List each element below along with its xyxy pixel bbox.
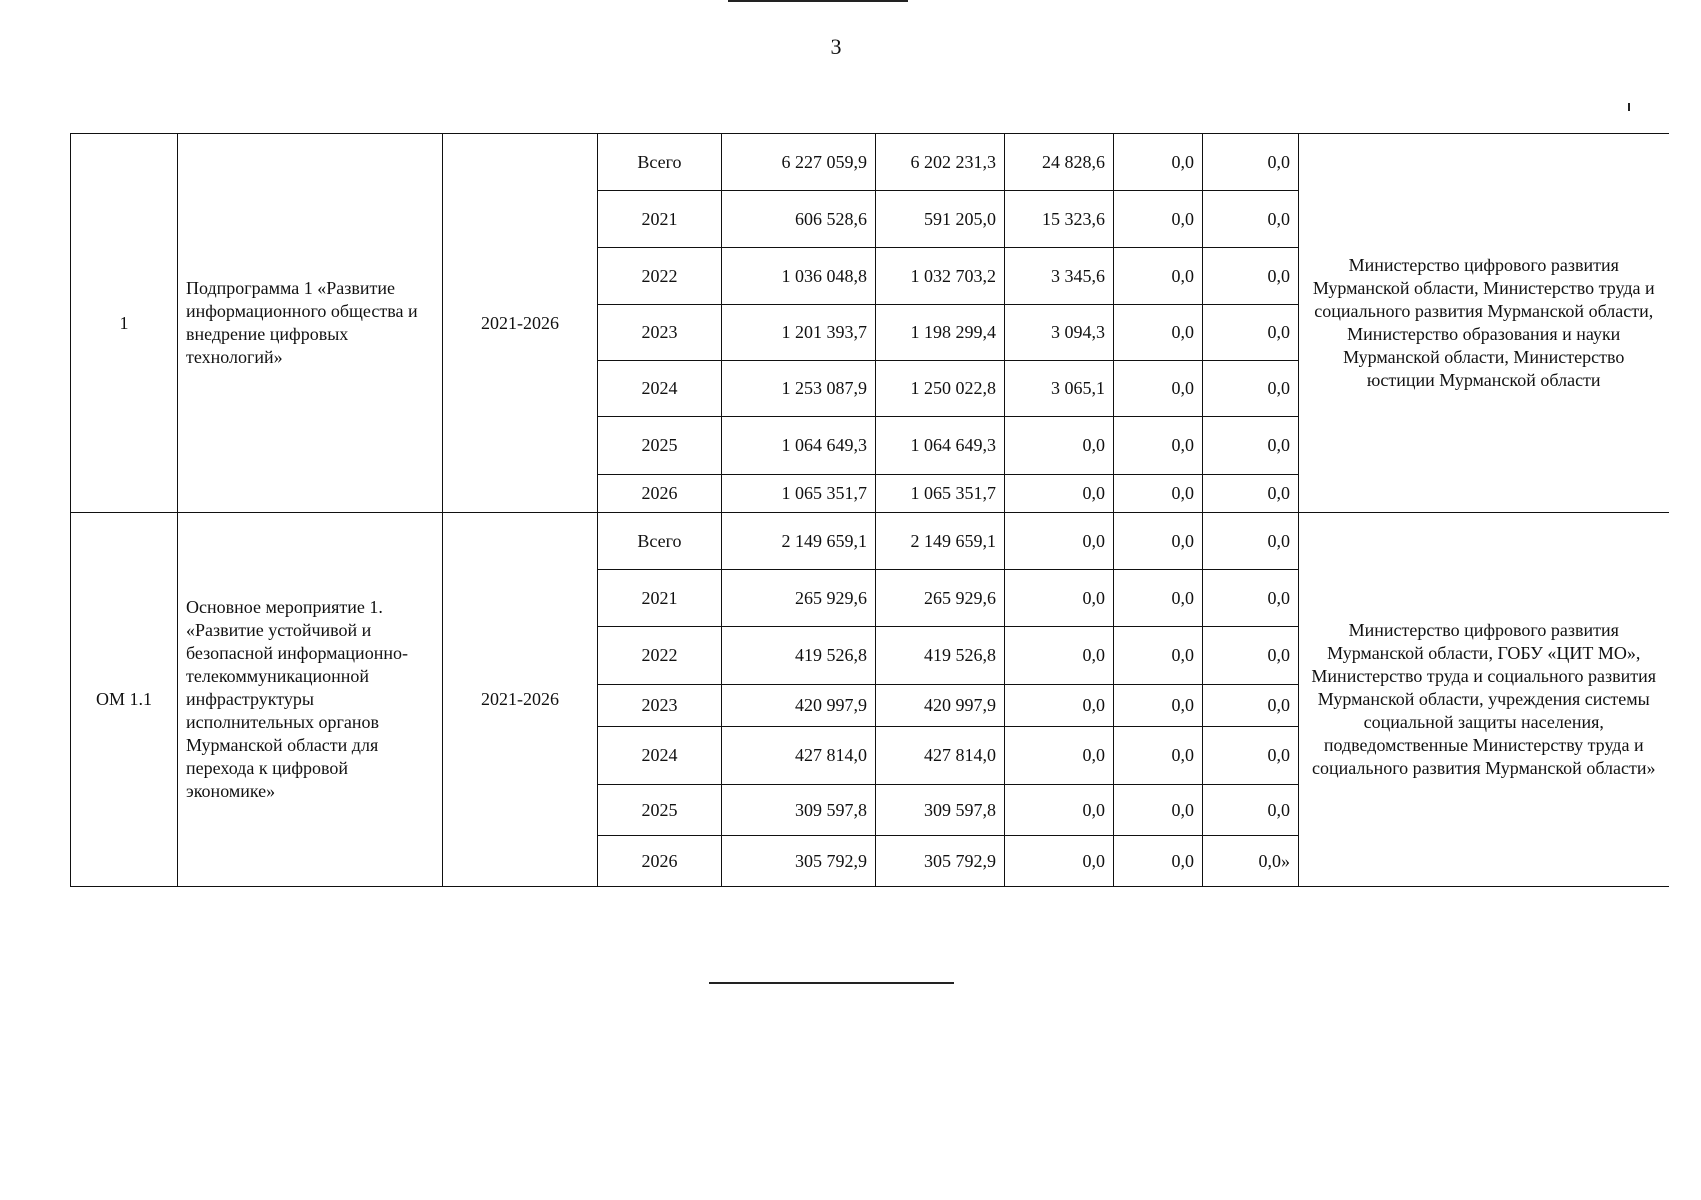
row-executor: Министерство цифрового развития Мурманской области, ГОБУ «ЦИТ МО», Министерство труда и социального развития Мурманской области, учреждения системы социальной защиты населения, подведомственные Министерству труда и социального развития Мурманской области» [1299, 513, 1669, 887]
year-cell: 2024 [598, 727, 722, 785]
federal-budget-cell: 0,0 [1005, 727, 1114, 785]
year-cell: 2025 [598, 785, 722, 836]
federal-budget-cell: 24 828,6 [1005, 134, 1114, 191]
federal-budget-cell: 3 094,3 [1005, 305, 1114, 361]
federal-budget-cell: 15 323,6 [1005, 191, 1114, 248]
other-sources-cell: 0,0 [1203, 361, 1299, 417]
regional-budget-cell: 1 032 703,2 [876, 248, 1005, 305]
table-row [71, 513, 1669, 570]
local-budget-cell: 0,0 [1114, 727, 1203, 785]
total-cell: 1 253 087,9 [722, 361, 876, 417]
other-sources-cell: 0,0 [1203, 685, 1299, 727]
table-body [71, 134, 1669, 887]
year-cell: Всего [598, 513, 722, 570]
margin-mark [1628, 103, 1630, 111]
regional-budget-cell: 1 198 299,4 [876, 305, 1005, 361]
total-cell: 265 929,6 [722, 570, 876, 627]
page-number: 3 [830, 34, 842, 59]
year-cell: 2023 [598, 305, 722, 361]
local-budget-cell: 0,0 [1114, 305, 1203, 361]
year-cell: 2021 [598, 191, 722, 248]
federal-budget-cell: 0,0 [1005, 836, 1114, 887]
regional-budget-cell: 420 997,9 [876, 685, 1005, 727]
total-cell: 427 814,0 [722, 727, 876, 785]
year-cell: 2024 [598, 361, 722, 417]
total-cell: 1 064 649,3 [722, 417, 876, 475]
local-budget-cell: 0,0 [1114, 685, 1203, 727]
table-row [71, 134, 1669, 191]
row-code: 1 [71, 134, 178, 513]
federal-budget-cell: 0,0 [1005, 513, 1114, 570]
other-sources-cell: 0,0 [1203, 191, 1299, 248]
total-cell: 419 526,8 [722, 627, 876, 685]
regional-budget-cell: 1 065 351,7 [876, 475, 1005, 513]
other-sources-cell: 0,0 [1203, 134, 1299, 191]
federal-budget-cell: 3 065,1 [1005, 361, 1114, 417]
year-cell: 2021 [598, 570, 722, 627]
regional-budget-cell: 2 149 659,1 [876, 513, 1005, 570]
total-cell: 420 997,9 [722, 685, 876, 727]
other-sources-cell: 0,0» [1203, 836, 1299, 887]
regional-budget-cell: 305 792,9 [876, 836, 1005, 887]
other-sources-cell: 0,0 [1203, 305, 1299, 361]
other-sources-cell: 0,0 [1203, 627, 1299, 685]
federal-budget-cell: 3 345,6 [1005, 248, 1114, 305]
local-budget-cell: 0,0 [1114, 570, 1203, 627]
other-sources-cell: 0,0 [1203, 570, 1299, 627]
regional-budget-cell: 427 814,0 [876, 727, 1005, 785]
closing-rule [709, 982, 954, 984]
local-budget-cell: 0,0 [1114, 627, 1203, 685]
row-name: Основное мероприятие 1. «Развитие устойчивой и безопасной информационно-телекоммуникационной инфраструктуры исполнительных органов Мурманской области для перехода к цифровой экономике» [178, 513, 443, 887]
year-cell: 2022 [598, 248, 722, 305]
local-budget-cell: 0,0 [1114, 836, 1203, 887]
total-cell: 2 149 659,1 [722, 513, 876, 570]
other-sources-cell: 0,0 [1203, 513, 1299, 570]
other-sources-cell: 0,0 [1203, 248, 1299, 305]
row-executor: Министерство цифрового развития Мурманской области, Министерство труда и социального развития Мурманской области, Министерство образования и науки Мурманской области, Министерство юстиции Мурманской области [1299, 134, 1669, 513]
regional-budget-cell: 591 205,0 [876, 191, 1005, 248]
regional-budget-cell: 419 526,8 [876, 627, 1005, 685]
year-cell: 2026 [598, 475, 722, 513]
total-cell: 1 065 351,7 [722, 475, 876, 513]
local-budget-cell: 0,0 [1114, 248, 1203, 305]
total-cell: 305 792,9 [722, 836, 876, 887]
row-period: 2021-2026 [443, 513, 598, 887]
local-budget-cell: 0,0 [1114, 785, 1203, 836]
year-cell: 2022 [598, 627, 722, 685]
other-sources-cell: 0,0 [1203, 475, 1299, 513]
local-budget-cell: 0,0 [1114, 134, 1203, 191]
top-rule [728, 0, 908, 2]
total-cell: 606 528,6 [722, 191, 876, 248]
total-cell: 6 227 059,9 [722, 134, 876, 191]
regional-budget-cell: 1 250 022,8 [876, 361, 1005, 417]
local-budget-cell: 0,0 [1114, 417, 1203, 475]
regional-budget-cell: 309 597,8 [876, 785, 1005, 836]
federal-budget-cell: 0,0 [1005, 475, 1114, 513]
total-cell: 1 201 393,7 [722, 305, 876, 361]
regional-budget-cell: 1 064 649,3 [876, 417, 1005, 475]
year-cell: 2023 [598, 685, 722, 727]
local-budget-cell: 0,0 [1114, 513, 1203, 570]
financing-table [70, 133, 1669, 887]
federal-budget-cell: 0,0 [1005, 627, 1114, 685]
total-cell: 1 036 048,8 [722, 248, 876, 305]
year-cell: 2026 [598, 836, 722, 887]
other-sources-cell: 0,0 [1203, 727, 1299, 785]
year-cell: 2025 [598, 417, 722, 475]
row-period: 2021-2026 [443, 134, 598, 513]
other-sources-cell: 0,0 [1203, 417, 1299, 475]
federal-budget-cell: 0,0 [1005, 785, 1114, 836]
total-cell: 309 597,8 [722, 785, 876, 836]
regional-budget-cell: 265 929,6 [876, 570, 1005, 627]
regional-budget-cell: 6 202 231,3 [876, 134, 1005, 191]
row-name: Подпрограмма 1 «Развитие информационного общества и внедрение цифровых технологий» [178, 134, 443, 513]
federal-budget-cell: 0,0 [1005, 417, 1114, 475]
year-cell: Всего [598, 134, 722, 191]
row-code: ОМ 1.1 [71, 513, 178, 887]
local-budget-cell: 0,0 [1114, 361, 1203, 417]
federal-budget-cell: 0,0 [1005, 685, 1114, 727]
local-budget-cell: 0,0 [1114, 191, 1203, 248]
other-sources-cell: 0,0 [1203, 785, 1299, 836]
local-budget-cell: 0,0 [1114, 475, 1203, 513]
federal-budget-cell: 0,0 [1005, 570, 1114, 627]
